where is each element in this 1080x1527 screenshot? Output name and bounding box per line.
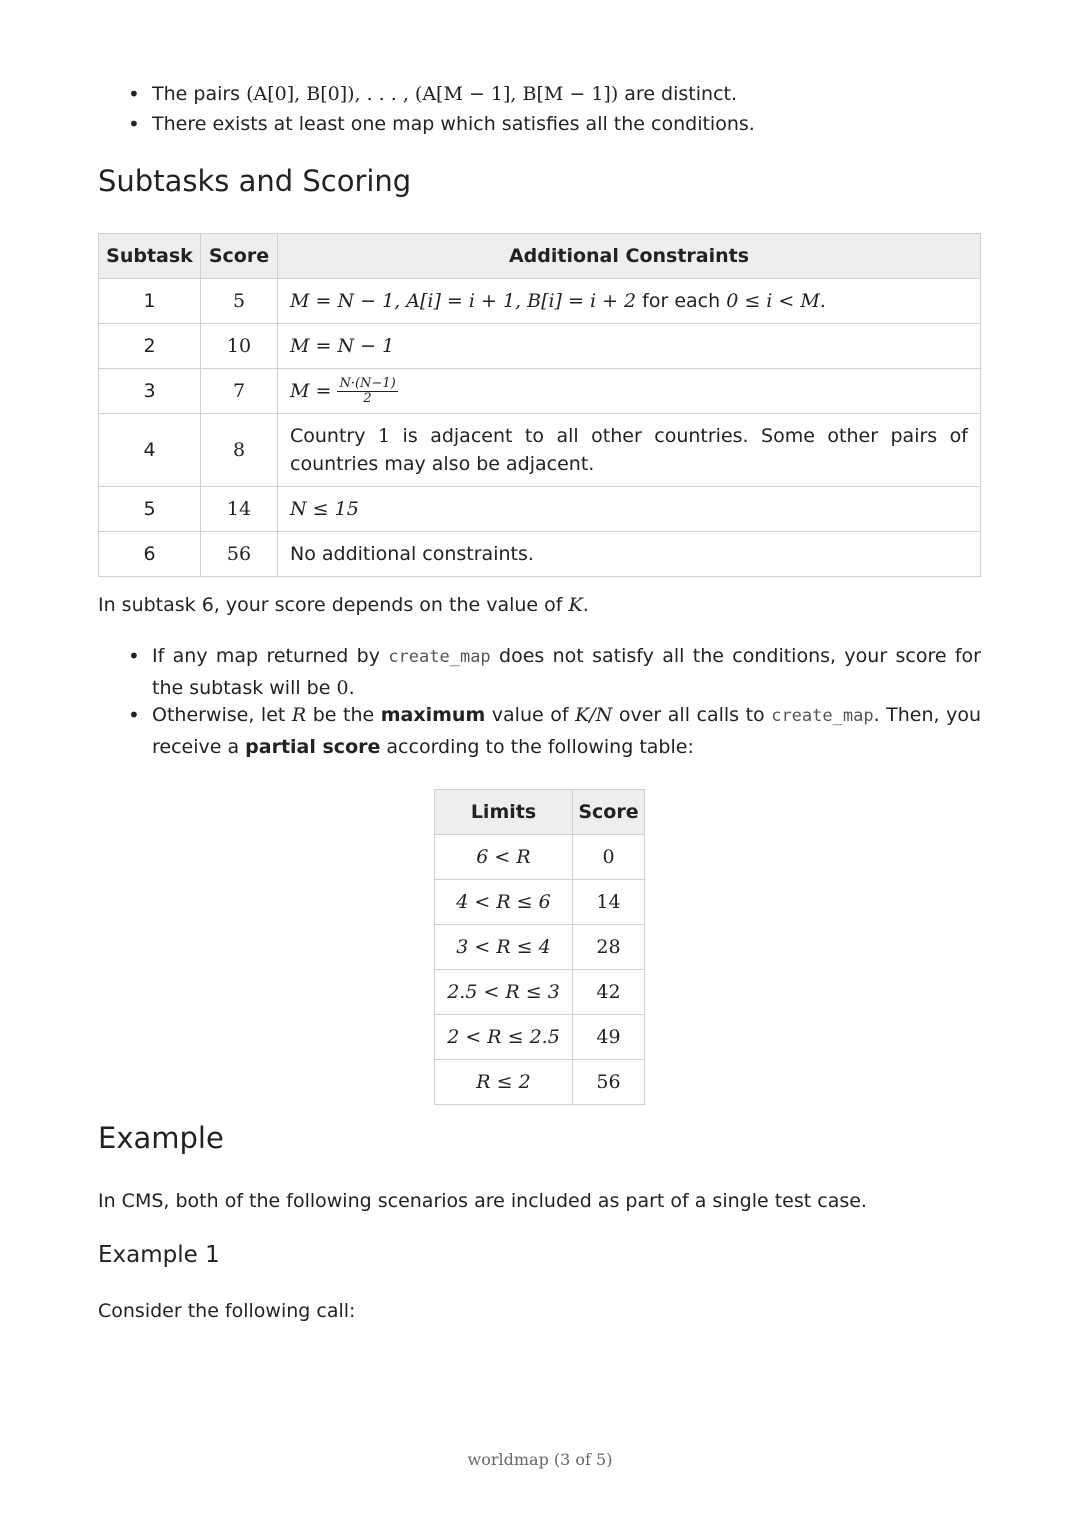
subtask-constraint [278,279,981,324]
example1-heading: Example 1 [98,1242,220,1268]
fraction-numerator: N·(N−1) [339,375,396,391]
bullet-text: be the [306,704,381,726]
header-score: Score [573,790,645,835]
math-constraint: M = N − 1, A[i] = i + 1, B[i] = i + 2 [290,290,637,312]
header-constraints: Additional Constraints [278,234,981,279]
bullet-exists-map: • There exists at least one map which satisfies all the conditions. [152,109,981,140]
bullet-text: Otherwise, let [152,704,292,726]
limit-cell: 6 < R [435,835,573,880]
para-text: . [582,594,589,616]
table-row [435,925,645,970]
subtask-score: 10 [201,324,278,369]
subtask-score: 8 [201,414,278,487]
math-k-over-n: K/N [575,704,613,726]
bullet-text: . [348,677,355,699]
subtask-number: 4 [99,414,201,487]
subtask-score: 5 [201,279,278,324]
bullet-invalid-map [152,641,981,704]
table-row [99,279,981,324]
fraction [337,377,397,406]
bullet-text: If any map returned by [152,645,389,667]
math-k: K [568,594,583,616]
subtasks-table [98,233,981,577]
score-cell: 14 [573,880,645,925]
table-row [435,880,645,925]
math-constraint: N ≤ 15 [290,498,359,520]
example-intro: In CMS, both of the following scenarios are included as part of a single test case. [98,1190,867,1212]
subtask-constraint [278,487,981,532]
limit-cell: R ≤ 2 [435,1060,573,1105]
bullet-text: are distinct. [618,83,737,105]
subtask6-intro [98,591,981,619]
math-zero: 0 [336,677,349,699]
bullet-text: value of [485,704,576,726]
constraint-text: is adjacent to all other countries. Some other pairs of countries may also be adjacent. [290,425,968,475]
subtask-constraint [278,324,981,369]
limit-cell: 2 < R ≤ 2.5 [435,1015,573,1060]
subtask-number: 2 [99,324,201,369]
header-subtask: Subtask [99,234,201,279]
para-text: In subtask 6, your score depends on the value of [98,594,569,616]
table-row [435,835,645,880]
header-score: Score [201,234,278,279]
math-pairs: (A[0], B[0]), . . . , (A[M − 1], B[M − 1]) [246,83,619,105]
subtask-constraint [278,369,981,414]
math-constraint: M = N − 1 [290,335,395,357]
table-row [435,1015,645,1060]
subtask-score: 7 [201,369,278,414]
table-header-row [99,234,981,279]
code-create-map: create_map [388,647,491,667]
score-cell: 0 [573,835,645,880]
math-r: R [291,704,307,726]
score-cell: 56 [573,1060,645,1105]
table-row [99,369,981,414]
bullet-text: does not satisfy all the conditions, your score for the subtask will be [152,645,981,699]
math-constraint: 0 ≤ i < M. [726,290,826,312]
bullet-text: over all calls to [612,704,772,726]
bold-maximum: maximum [380,704,486,726]
example1-call-text: Consider the following call: [98,1300,356,1322]
header-limits: Limits [435,790,573,835]
subtasks-heading: Subtasks and Scoring [98,164,412,198]
subtask-number: 5 [99,487,201,532]
score-cell: 28 [573,925,645,970]
table-row [435,970,645,1015]
page-footer: worldmap (3 of 5) [467,1450,613,1469]
example-heading: Example [98,1121,224,1155]
subtask-number: 1 [99,279,201,324]
partial-score-table [434,789,645,1105]
table-row [99,532,981,577]
limit-cell: 2.5 < R ≤ 3 [435,970,573,1015]
bullet-text: The pairs [152,83,247,105]
bullet-partial-score [152,700,981,763]
subtask-number: 6 [99,532,201,577]
constraint-text: Country [290,425,378,447]
constraint-text: for each [636,290,727,312]
limit-cell: 4 < R ≤ 6 [435,880,573,925]
subtask-score: 14 [201,487,278,532]
bullet-distinct-pairs [152,79,981,110]
bullet-text: . Then, you receive a [152,704,982,758]
table-row [99,487,981,532]
bold-partial-score: partial score [245,736,381,758]
code-create-map: create_map [771,706,874,726]
table-row [99,414,981,487]
score-cell: 49 [573,1015,645,1060]
subtask-score: 56 [201,532,278,577]
table-row [435,1060,645,1105]
table-row [99,324,981,369]
score-cell: 42 [573,970,645,1015]
math-constraint: M = [290,379,338,402]
subtask-constraint [278,414,981,487]
limit-cell: 3 < R ≤ 4 [435,925,573,970]
subtask-constraint: No additional constraints. [278,532,981,577]
math-constraint: 1 [377,425,391,447]
bullet-text: according to the following table: [380,736,694,758]
table-header-row [435,790,645,835]
fraction-denominator: 2 [363,390,372,406]
subtask-number: 3 [99,369,201,414]
